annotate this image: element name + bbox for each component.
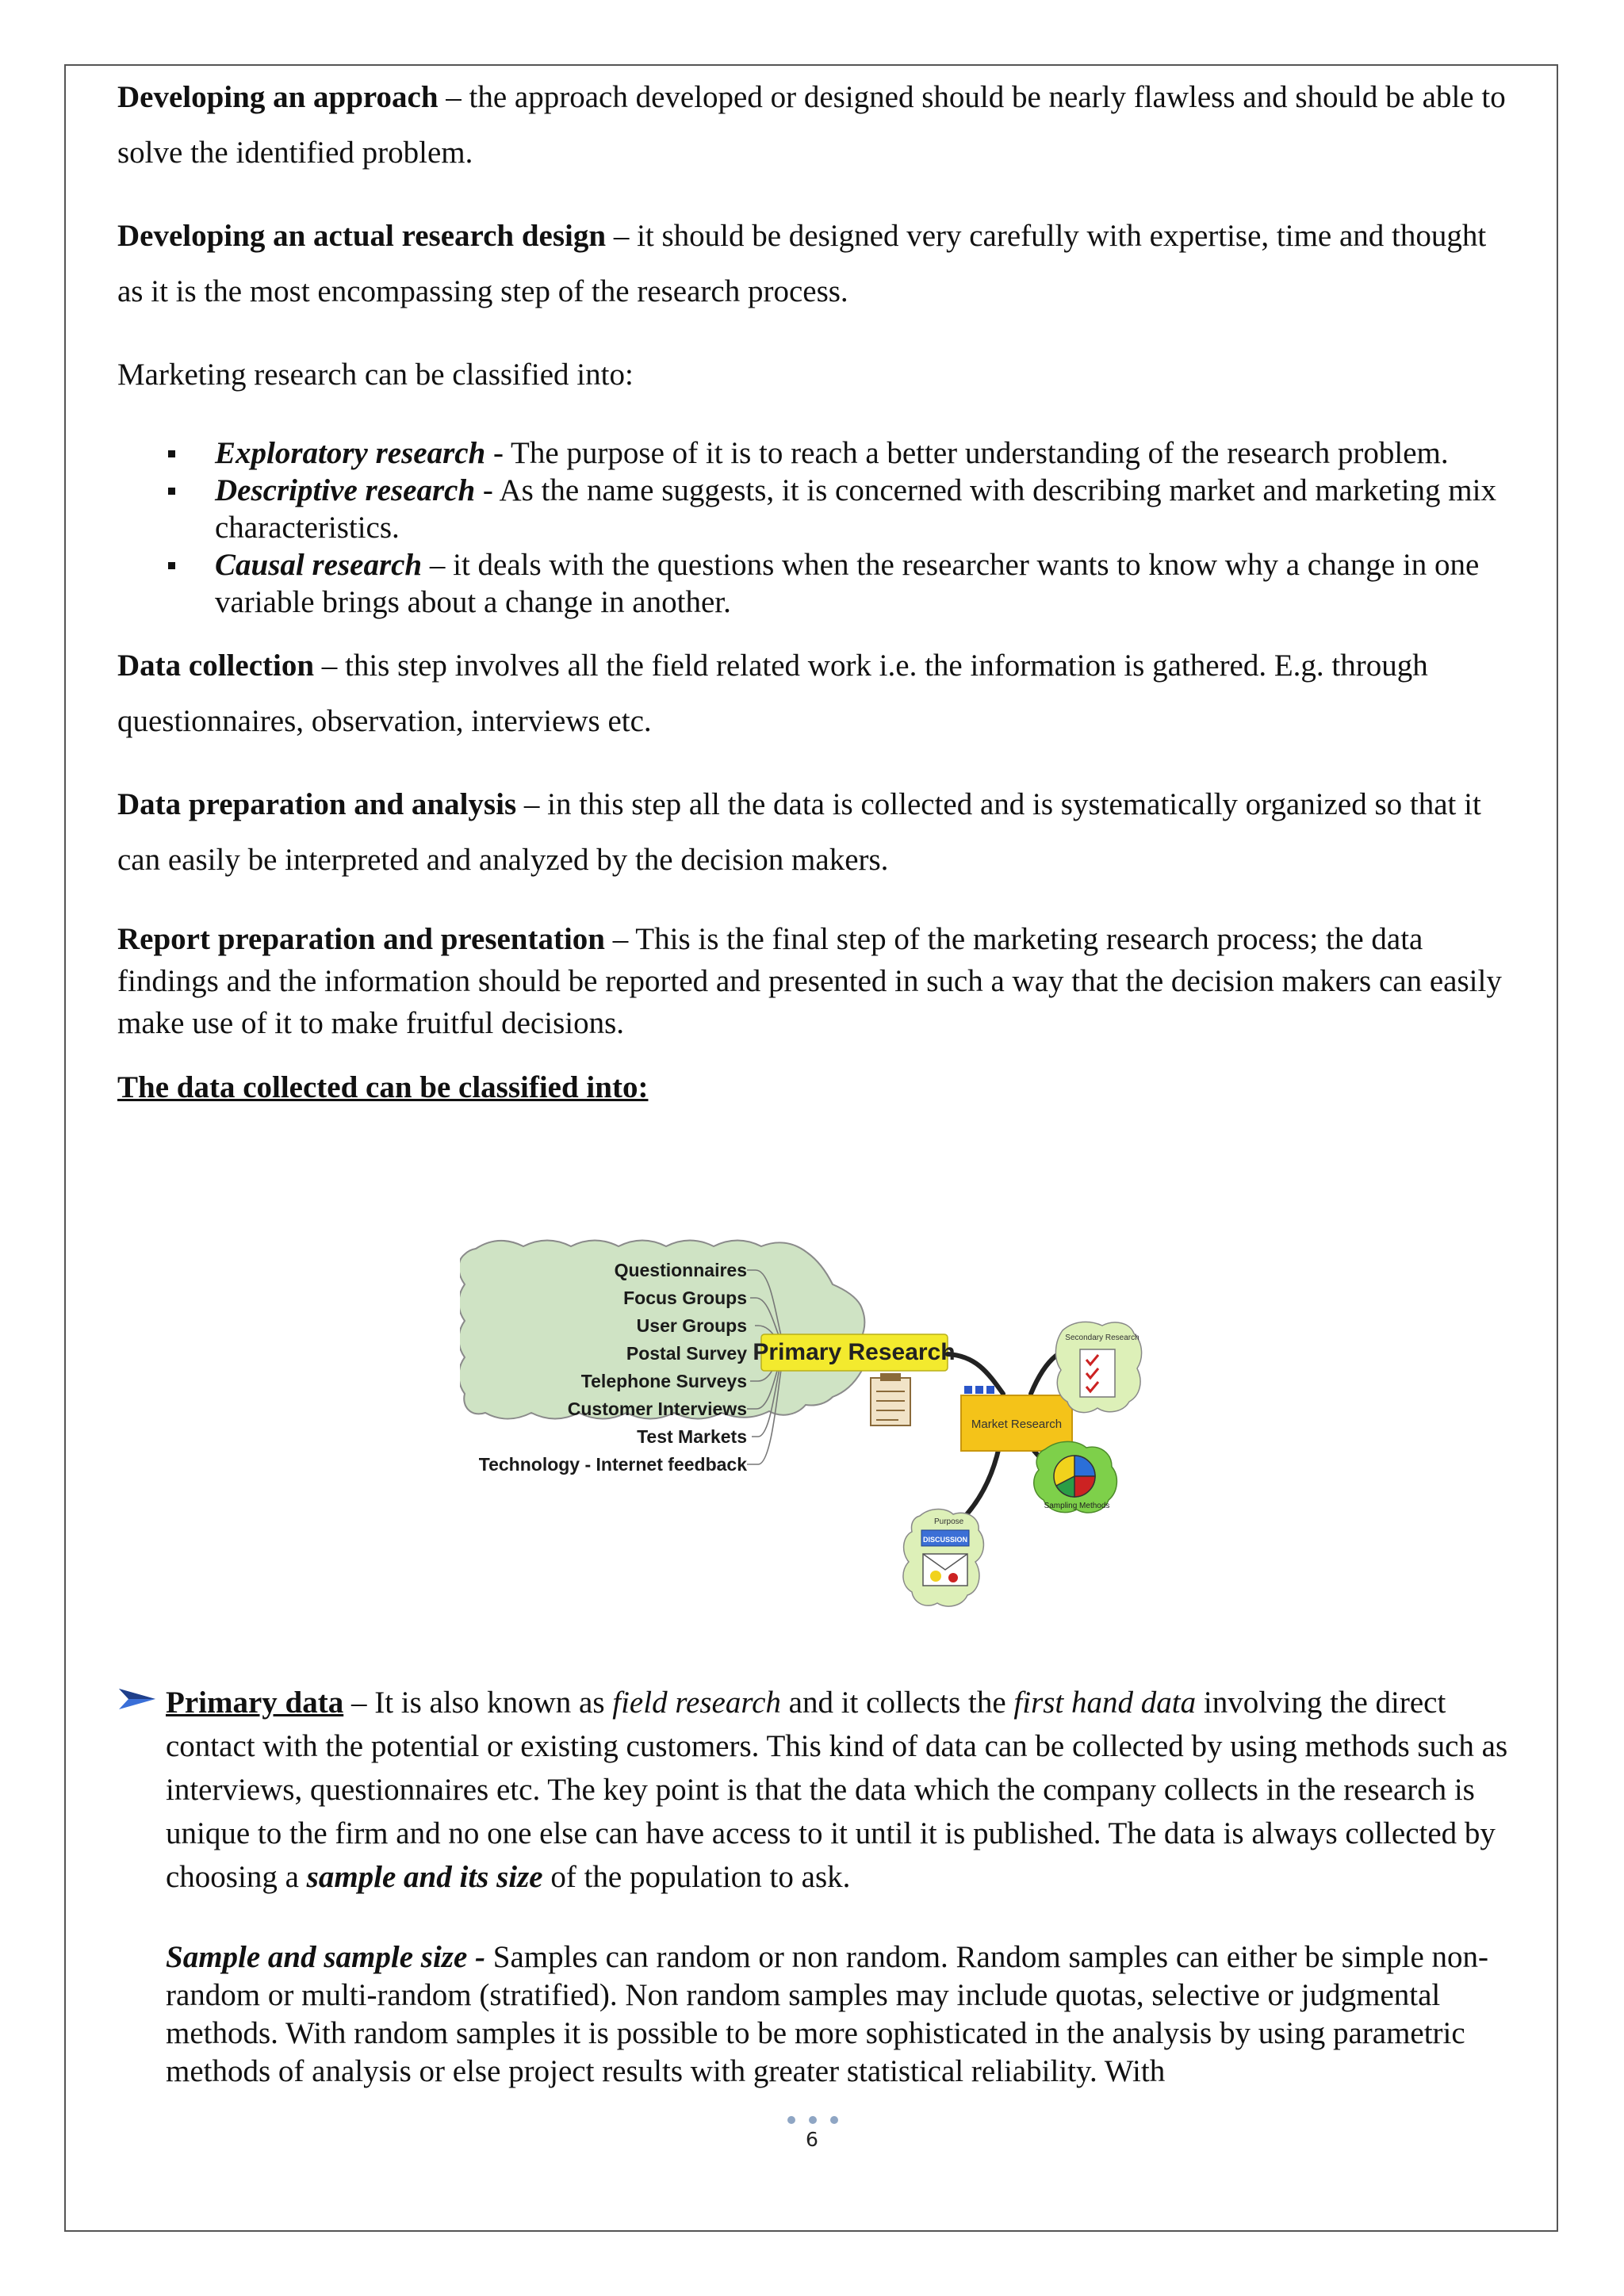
svg-text:DISCUSSION: DISCUSSION bbox=[922, 1536, 968, 1544]
design-text: – it should be designed very carefully with expertise, time and thought as it is the most encompassing step of the research process. bbox=[117, 219, 1487, 308]
report-paragraph: Report preparation and presentation – This is the final step of the marketing research process; the data findings and the information should be reported and presented in such a way that the decision makers can easily make use of it to make fruitful decisions. bbox=[117, 922, 1502, 1040]
primary-data-term: Primary data bbox=[166, 1686, 344, 1720]
data-collection-paragraph: Data collection – this step involves all the field related work i.e. the information is gathered. E.g. through questionnaires, observation, interviews etc. bbox=[117, 649, 1428, 738]
list-item: Exploratory research - The purpose of it is to reach a better understanding of the research problem. bbox=[117, 434, 1513, 472]
bullet-square-icon bbox=[168, 450, 175, 457]
diagram-item: Test Markets bbox=[637, 1426, 747, 1447]
diagram-item: Technology - Internet feedback bbox=[478, 1454, 747, 1475]
diagram-item: Postal Survey bbox=[626, 1343, 747, 1364]
bullet-square-icon bbox=[168, 488, 175, 495]
design-term: Developing an actual research design bbox=[117, 219, 607, 253]
primary-data-paragraph: Primary data – It is also known as field research and it collects the first hand data involving the direct contact with the potential or existing customers. This kind of data can be collected by using methods such as interviews, questionnaires etc. The key point is that the data which the company collects in the research is unique to the firm and no one else can have access to it until it is published. The data is always collected by choosing a sample and its size of the population to ask. bbox=[166, 1686, 1508, 1894]
design-paragraph bbox=[117, 209, 1513, 320]
sample-size-paragraph: Sample and sample size - Samples can random or non random. Random samples can either be simple non-random or multi-random (stratified). Non random samples may include quotas, selective or judgmental methods. With random samples it is possible to be more sophisticated in the analysis by using parametric methods of analysis or else project results with greater statistical reliability. With bbox=[166, 1940, 1489, 2088]
approach-term: Developing an approach bbox=[117, 80, 439, 114]
clipboard-icon bbox=[871, 1373, 910, 1425]
diagram-item: Telephone Surveys bbox=[580, 1371, 747, 1391]
sampling-methods-label: Sampling Methods bbox=[1044, 1502, 1110, 1510]
data-classified-heading: The data collected can be classified into: bbox=[117, 1070, 649, 1104]
research-types-list bbox=[117, 434, 1513, 621]
document-body bbox=[117, 70, 1513, 1108]
discussion-sign-icon bbox=[921, 1530, 969, 1586]
diagram-item: User Groups bbox=[636, 1315, 747, 1336]
list-item: Descriptive research - As the name suggests, it is concerned with describing market and marketing mix characteristics. bbox=[117, 472, 1513, 546]
footer-dots-icon bbox=[785, 2114, 841, 2126]
page-number: 6 bbox=[806, 2128, 818, 2151]
checklist-icon bbox=[1080, 1349, 1115, 1397]
classified-intro: Marketing research can be classified into: bbox=[117, 358, 634, 392]
purpose-label: Purpose bbox=[934, 1517, 964, 1526]
primary-research-label: Primary Research bbox=[753, 1339, 956, 1365]
approach-paragraph bbox=[117, 70, 1513, 181]
secondary-research-label: Secondary Research bbox=[1065, 1334, 1139, 1342]
pie-chart-icon bbox=[1054, 1456, 1095, 1497]
bullet-square-icon bbox=[168, 562, 175, 569]
diagram-item: Customer Interviews bbox=[567, 1399, 747, 1419]
data-prep-paragraph: Data preparation and analysis – in this step all the data is collected and is systematically organized so that it can easily be interpreted and analyzed by the decision makers. bbox=[117, 787, 1481, 877]
market-research-mindmap bbox=[460, 1237, 1174, 1641]
market-research-label: Market Research bbox=[971, 1418, 1063, 1431]
diagram-item: Focus Groups bbox=[623, 1288, 747, 1308]
list-item: Causal research – it deals with the questions when the researcher wants to know why a change in one variable brings about a change in another. bbox=[117, 546, 1513, 621]
arrow-bullet-icon bbox=[117, 1687, 157, 1711]
approach-text: – the approach developed or designed should be nearly flawless and should be able to solve the identified problem. bbox=[117, 80, 1506, 170]
diagram-item: Questionnaires bbox=[614, 1260, 747, 1280]
sample-size-term: Sample and sample size - bbox=[166, 1940, 486, 1974]
